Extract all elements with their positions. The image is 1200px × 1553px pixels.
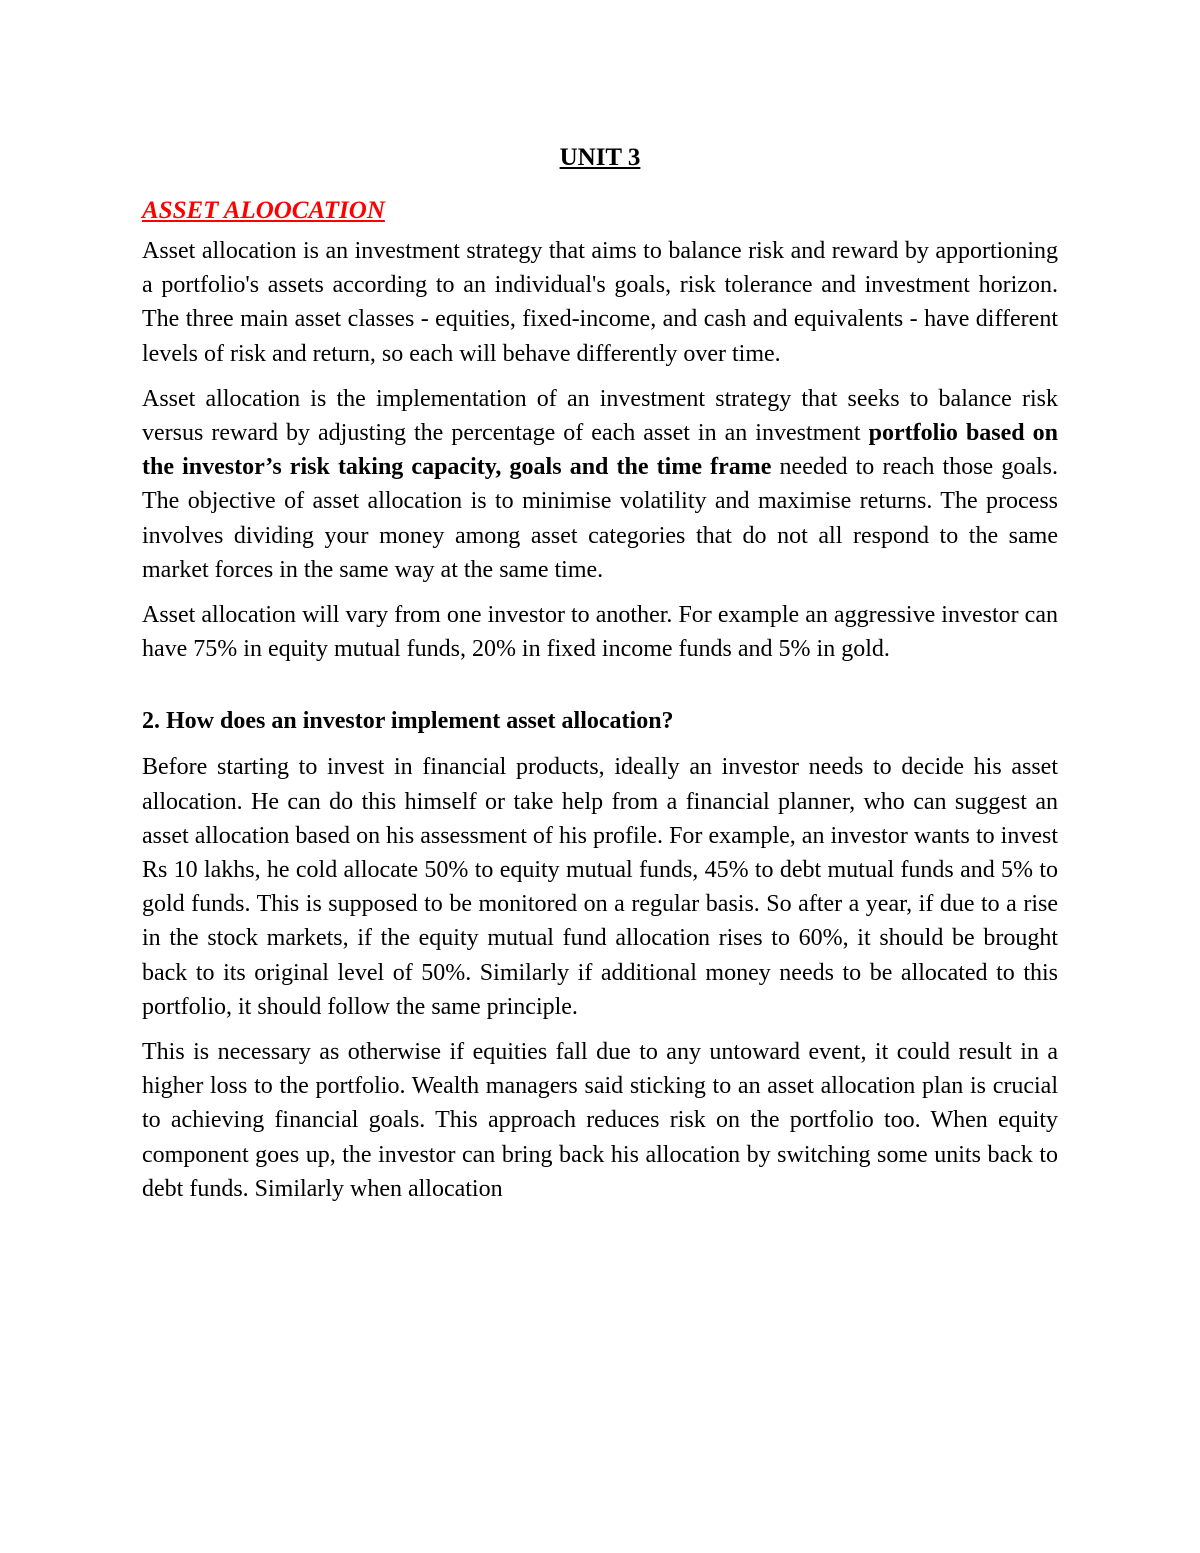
- paragraph-implementation-example: Before starting to invest in financial products, ideally an investor needs to decide his asset allocation. He can do this himself or take help from a financial planner, who can suggest an asset allocation based on his assessment of his profile. For example, an investor wants to invest Rs 10 lakhs, he cold allocate 50% to equity mutual funds, 45% to debt mutual funds and 5% to gold funds. This is supposed to be monitored on a regular basis. So after a year, if due to a rise in the stock markets, if the equity mutual fund allocation rises to 60%, it should be brought back to its original level of 50%. Similarly if additional money needs to be allocated to this portfolio, it should follow the same principle.: [142, 754, 1058, 1020]
- question-heading: 2. How does an investor implement asset allocation?: [142, 708, 674, 735]
- paragraph-investor-example: Asset allocation will vary from one investor to another. For example an aggressive investor can have 75% in equity mutual funds, 20% in fixed income funds and 5% in gold.: [142, 602, 1058, 663]
- document-page: [142, 140, 1058, 1217]
- paragraph-tail-text: needed to reach those goals. The objective of asset allocation is to minimise volatility and maximise returns. The process involves dividing your money among asset categories that do not all respond to the same market forces in the same way at the same time.: [142, 454, 1058, 583]
- section-title: ASSET ALOOCATION: [142, 197, 385, 224]
- paragraph-asset-allocation-definition: Asset allocation is an investment strategy that aims to balance risk and reward by apportioning a portfolio's assets according to an individual's goals, risk tolerance and investment horizon. The three main asset classes - equities, fixed-income, and cash and equivalents - have different levels of risk and return, so each will behave differently over time.: [142, 238, 1058, 367]
- paragraph-rebalancing: This is necessary as otherwise if equities fall due to any untoward event, it could result in a higher loss to the portfolio. Wealth managers said sticking to an asset allocation plan is crucial to achieving financial goals. This approach reduces risk on the portfolio too. When equity component goes up, the investor can bring back his allocation by switching some units back to debt funds. Similarly when allocation: [142, 1039, 1058, 1202]
- paragraph-lead-text: Asset allocation is the implementation of an investment strategy that seeks to balance risk versus reward by adjusting the percentage of each asset in an investment: [142, 385, 1058, 447]
- paragraph-bold-text: portfolio based on the investor’s risk taking capacity, goals and the time frame: [142, 420, 1058, 481]
- paragraph-asset-allocation-implementation: [142, 382, 1058, 587]
- unit-title: UNIT 3: [559, 144, 641, 171]
